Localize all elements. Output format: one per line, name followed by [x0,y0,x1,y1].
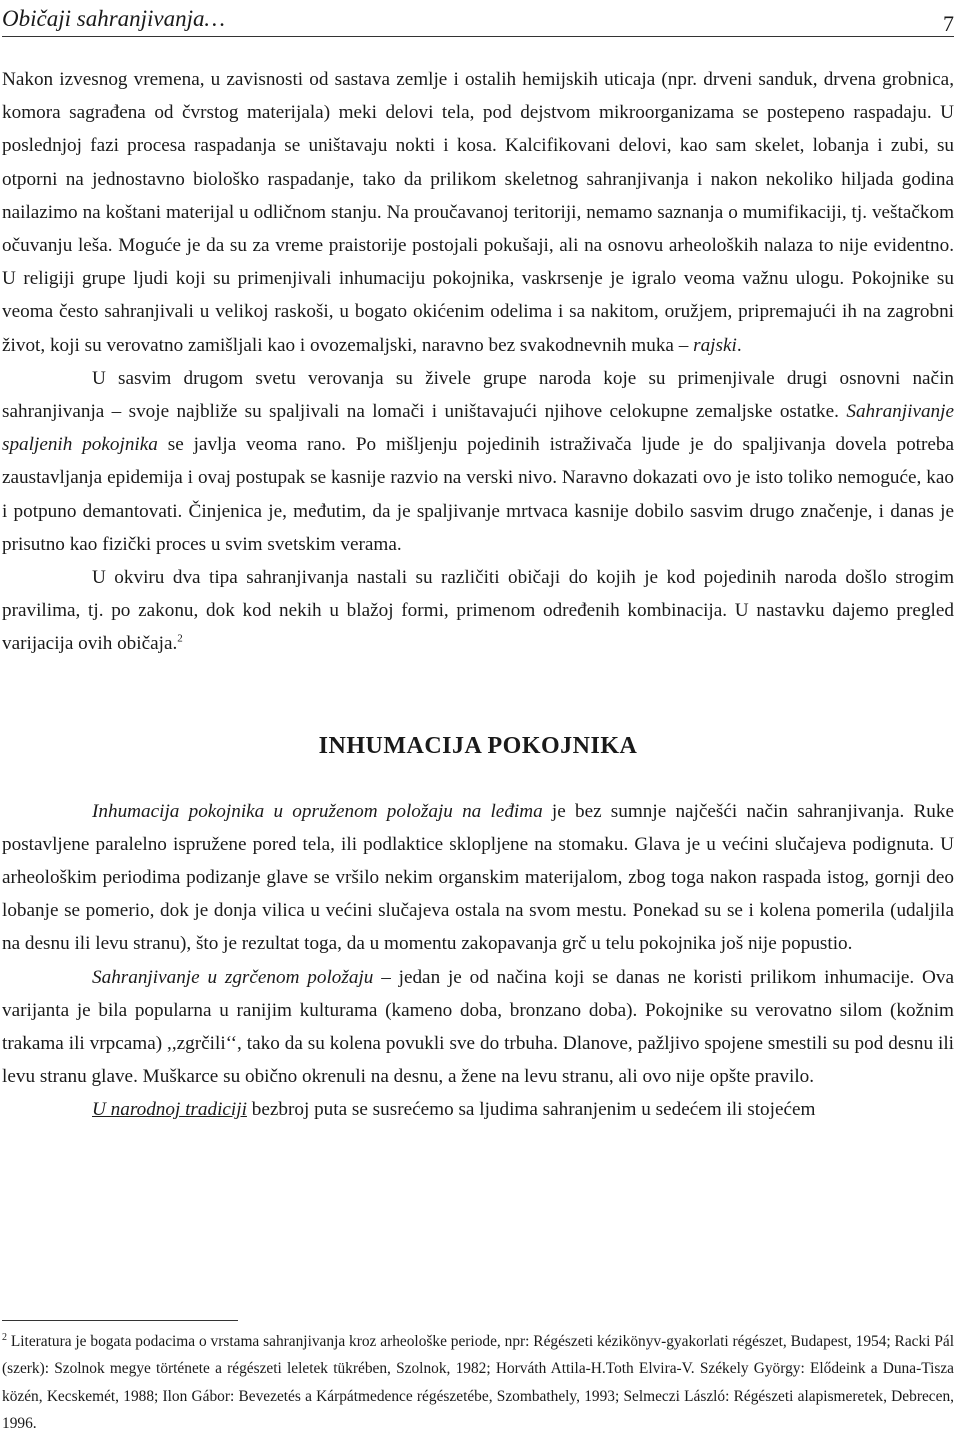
italic-term: rajski [693,334,737,356]
footnote-separator [2,1320,238,1321]
paragraph-cremation: U sasvim drugom svetu verovanja su živele grupe naroda koje su primenjivale drugi osnovni način sahranjivanja – svoje najbliže su spaljivali na lomači i uništavajući njihove celokupne zemaljske ostatke. Sahranjivanje spaljenih pokojnika se javlja veoma rano. Po mišljenju pojedinih istraživača ljude je do spaljivanja dovela potreba zaustavljanja epidemija i ovaj postupak se kasnije razvio na verski nivo. Naravno dokazati ovo je isto toliko nemoguće, kao i potpuno demantovati. Činjenica je, međutim, da je spaljivanje mrtvaca kasnije dobilo sasvim drugo značenje, i danas je prisutno kao fizički proces u svim svetskim verama. [2,367,955,555]
footnote-number: 2 [2,1331,7,1343]
page-number: 7 [943,11,954,36]
footnote [2,1328,954,1438]
italic-term: Sahranjivanje u zgrčenom položaju [92,966,374,988]
italic-term: Inhumacija pokojnika u opruženom položaju na leđima [92,800,543,822]
running-header [2,4,954,37]
paragraph-customs: U okviru dva tipa sahranjivanja nastali su različiti običaji do kojih je kod pojedinih naroda došlo strogim pravilima, tj. po zakonu, dok kod nekih u blažoj formi, primenom određenih kombinacija. U nastavku dajemo pregled varijacija ovih običaja.$^2$ [2,567,954,655]
running-title: Običaji sahranjivanja… [2,6,225,31]
underlined-term: U narodnoj tradiciji [92,1099,247,1121]
main-text [2,63,954,1127]
section-gap [2,661,954,729]
italic-term: Sahranjivanje spaljenih pokojnika [2,401,954,456]
footnote-text: Literatura je bogata podacima o vrstama sahranjivanja kroz arheološke periode, npr: Régészeti kézikönyv-gyakorlati régészet, Budapest, 1954; Racki Pál (szerk): Szolnok megye története a régészeti leletek tükrében, Szolnok, 1982; Horváth Attila-H.Toth Elvira-V. Székely György: Elődeink a Duna-Tisza közén, Kecskemét, 1988; Ilon Gábor: Bevezetés a Kárpátmedence régészetébe, Szombathely, 1993; Selmeczi László: Régészeti alapismeretek, Debrecen, 1996. [2,1333,954,1433]
paragraph-crouched: Sahranjivanje u zgrčenom položaju – jedan je od načina koji se danas ne koristi prilikom inhumacije. Ova varijanta je bila popularna u ranijim kulturama (kameno doba, bronzano doba). Pokojnike su verovatno silom (kožnim trakama ili vrpcama) ,,zgrčili‘‘, tako da su kolena povukli sve do trbuha. Dlanove, pažljivo spojene smestili su pod desnu ili levu stranu glave. Muškarce su obično okrenuli na desnu, a žene na levu stranu, ali ovo nije opšte pravilo. [2,966,954,1088]
footnote-reference[interactable]: 2 [177,633,183,646]
paragraph-decomposition: Nakon izvesnog vremena, u zavisnosti od sastava zemlje i ostalih hemijskih uticaja (npr. drveni sanduk, drvena grobnica, komora sagrađena od čvrstog materijala) meki delovi tela, pod dejstvom mikroorganizama se postepeno raspadaju. U poslednjoj fazi procesa raspadanja se uništavaju nokti i kosa. Kalcifikovani delovi, kao sam skelet, lobanja i zubi, su otporni na jednostavno biološko raspadanje, tako da prilikom skeletnog sahranjivanja i nakon nekoliko hiljada godina nailazimo na koštani materijal u odličnom stanju. Na proučavanoj teritoriji, nemamo saznanja o mumifikaciji, tj. veštačkom očuvanju leša. Moguće je da su za vreme praistorije postojali pokušaji, ali na osnovu arheoloških nalaza to nije evidentno. U religiji grupe ljudi koji su primenjivali inhumaciju pokojnika, vaskrsenje je igralo veoma važnu ulogu. Pokojnike su veoma često sahranjivali u velikoj raskoši, u bogato okićenim odelima i sa nakitom, oružjem, pripremajući ih na zagrobni život, koji su verovatno zamišljali kao i ovozemaljski, naravno bez svakodnevnih muka – rajski. [2,69,954,356]
paragraph-supine: Inhumacija pokojnika u opruženom položaju na leđima je bez sumnje najčešći način sahranjivanja. Ruke postavljene paralelno ispružene pored tela, ili podlaktice sklopljene na stomaku. Glava je u većini slučajeva podignuta. U arheološkim periodima podizanje glave se vršilo nekim organskim materijalom, zbog toga nakon raspada istog, gornji deo lobanje se pomerio, dok je donja vilica u većini slučajeva ostala na svom mestu. Ponekad su se i kolena pomerila (udaljila na desnu ili levu stranu), što je rezultat toga, da u momentu zakopavanja grč u telu pokojnika još nije popustio. [2,800,955,955]
section-heading: INHUMACIJA POKOJNIKA [318,732,638,759]
paragraph-tradition: U narodnoj tradiciji bezbroj puta se susrećemo sa ljudima sahranjenim u sedećem ili stojećem [92,1099,816,1121]
